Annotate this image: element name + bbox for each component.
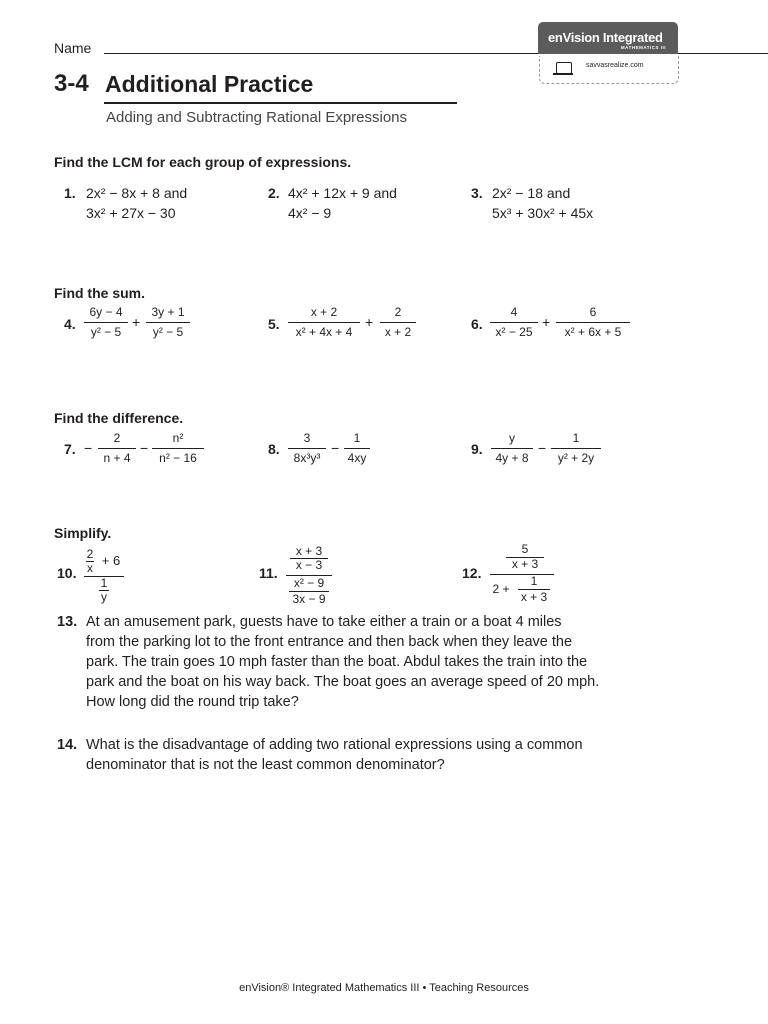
numerator: 3 xyxy=(303,431,311,445)
inner-numerator: x + 3 xyxy=(295,544,323,558)
section-heading-lcm: Find the LCM for each group of expressions. xyxy=(54,154,352,170)
problem-number: 14. xyxy=(57,737,78,753)
text-line: denominator that is not the least common denominator? xyxy=(86,757,445,773)
problem-number: 11. xyxy=(259,565,278,581)
problem-1-expression xyxy=(86,183,187,223)
numerator: 1 xyxy=(353,431,361,445)
inner-numerator: 2 xyxy=(86,547,94,561)
name-label: Name xyxy=(54,40,92,56)
text-line: At an amusement park, guests have to take either a train or a boat 4 miles xyxy=(86,614,562,630)
denominator: n² − 16 xyxy=(159,451,197,465)
realize-link-box xyxy=(539,56,679,84)
brand-logo xyxy=(538,22,678,54)
leading-sign: − xyxy=(84,440,93,456)
fraction-bar xyxy=(344,448,370,449)
problem-number: 3. xyxy=(471,185,483,201)
numerator: 1 xyxy=(572,431,580,445)
brand-name: enVision Integrated xyxy=(548,30,663,45)
denominator: x² − 25 xyxy=(495,325,533,339)
text-line: How long did the round trip take? xyxy=(86,694,299,710)
lesson-subtitle: Adding and Subtracting Rational Expressions xyxy=(106,109,408,126)
problem-2 xyxy=(268,183,280,203)
fraction-bar xyxy=(288,322,360,323)
numerator: 4 xyxy=(510,305,518,319)
problem-number: 4. xyxy=(64,316,76,332)
laptop-icon xyxy=(556,62,572,74)
operator: + xyxy=(132,314,141,330)
problem-number: 13. xyxy=(57,614,78,630)
numerator: 2 xyxy=(113,431,121,445)
denominator: 4y + 8 xyxy=(495,451,529,465)
addend: + 6 xyxy=(101,553,121,568)
inner-denominator: x + 3 xyxy=(520,590,548,604)
problem-number: 2. xyxy=(268,185,280,201)
expression-line: 2x² − 8x + 8 and xyxy=(86,185,188,201)
text-line: from the parking lot to the front entrance and then back when they leave the xyxy=(86,634,573,650)
bottom-lead: 2 + xyxy=(492,582,510,596)
denominator: n + 4 xyxy=(103,451,131,465)
page-footer: enVision® Integrated Mathematics III • Teaching Resources xyxy=(239,982,529,994)
numerator: 3y + 1 xyxy=(151,305,185,319)
problem-11-expression xyxy=(284,543,338,609)
expression-line: 3x² + 27x − 30 xyxy=(86,205,176,221)
problem-number: 1. xyxy=(64,185,76,201)
denominator: x² + 4x + 4 xyxy=(295,325,353,339)
operator: + xyxy=(365,314,374,330)
problem-3-expression xyxy=(492,183,593,223)
problem-13-text xyxy=(86,612,686,712)
inner-numerator: 5 xyxy=(521,542,529,556)
inner-numerator: x² − 9 xyxy=(293,576,325,590)
fraction-bar xyxy=(98,448,136,449)
problem-10-expression xyxy=(82,546,132,606)
section-heading-difference: Find the difference. xyxy=(54,410,184,426)
text-line: park. The train goes 10 mph faster than the boat. Abdul takes the train into the xyxy=(86,654,588,670)
text-line: park and the boat on his way back. The boat goes an average speed of 20 mph. xyxy=(86,674,600,690)
name-line xyxy=(104,53,538,54)
denominator: x + 2 xyxy=(384,325,412,339)
fraction-bar xyxy=(288,448,326,449)
denominator: 4xy xyxy=(347,451,367,465)
title-rule xyxy=(104,102,457,104)
problem-12-expression xyxy=(488,543,558,609)
name-line-extension xyxy=(678,53,768,54)
expression-line: 4x² + 12x + 9 and xyxy=(288,185,397,201)
denominator: y² − 5 xyxy=(152,325,184,339)
fraction-bar xyxy=(146,322,190,323)
operator: − xyxy=(538,440,547,456)
numerator: 6 xyxy=(589,305,597,319)
fraction-bar xyxy=(551,448,601,449)
denominator: y² + 2y xyxy=(557,451,595,465)
fraction-bar xyxy=(490,322,538,323)
problem-6-expression xyxy=(488,305,638,345)
numerator: x + 2 xyxy=(310,305,338,319)
numerator: y xyxy=(509,431,515,445)
expression-line: 4x² − 9 xyxy=(288,205,332,221)
denominator: x² + 6x + 5 xyxy=(564,325,622,339)
problem-1 xyxy=(64,183,76,203)
problem-7-expression xyxy=(84,431,214,471)
inner-denominator: x − 3 xyxy=(295,558,323,572)
problem-number: 12. xyxy=(462,565,482,581)
denominator: y² − 5 xyxy=(90,325,122,339)
problem-4-expression xyxy=(82,305,212,345)
inner-denominator: 3x − 9 xyxy=(292,592,326,606)
operator: − xyxy=(331,440,340,456)
problem-number: 5. xyxy=(268,316,280,332)
problem-number: 8. xyxy=(268,441,280,457)
text-line: What is the disadvantage of adding two rational expressions using a common xyxy=(86,737,583,753)
fraction-bar xyxy=(556,322,630,323)
inner-denominator: x xyxy=(87,561,93,575)
fraction-bar xyxy=(491,448,533,449)
numerator: n² xyxy=(172,431,184,445)
expression-line: 2x² − 18 and xyxy=(492,185,571,201)
problem-number: 9. xyxy=(471,441,483,457)
operator: − xyxy=(140,440,149,456)
lesson-title: Additional Practice xyxy=(105,71,314,97)
problem-number: 10. xyxy=(57,565,77,581)
inner-numerator: 1 xyxy=(100,576,108,590)
fraction-bar xyxy=(380,322,416,323)
section-heading-sum: Find the sum. xyxy=(54,285,145,301)
expression-line: 5x³ + 30x² + 45x xyxy=(492,205,594,221)
problem-5-expression xyxy=(286,305,426,345)
fraction-bar xyxy=(84,322,128,323)
brand-subtitle: MATHEMATICS III xyxy=(620,45,666,50)
problem-number: 6. xyxy=(471,316,483,332)
problem-14-text xyxy=(86,735,686,775)
operator: + xyxy=(542,314,551,330)
inner-denominator: y xyxy=(101,590,107,604)
problem-2-expression xyxy=(288,183,397,223)
problem-number: 7. xyxy=(64,441,76,457)
realize-url: savvasrealize.com xyxy=(586,62,644,69)
problem-9-expression xyxy=(489,431,609,471)
lesson-number: 3-4 xyxy=(54,70,89,97)
inner-denominator: x + 3 xyxy=(511,557,539,571)
fraction-bar xyxy=(152,448,204,449)
section-heading-simplify: Simplify. xyxy=(54,525,112,541)
problem-8-expression xyxy=(286,431,386,471)
numerator: 6y − 4 xyxy=(89,305,123,319)
denominator: 8x³y³ xyxy=(293,451,321,465)
inner-numerator: 1 xyxy=(530,574,538,588)
problem-3 xyxy=(471,183,483,203)
numerator: 2 xyxy=(394,305,402,319)
